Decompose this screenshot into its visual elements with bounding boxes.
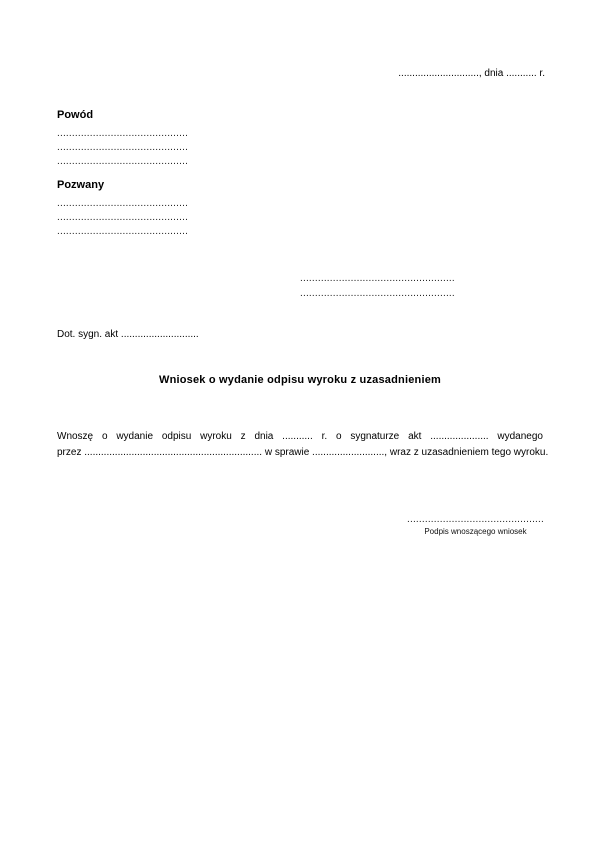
document-title: Wniosek o wydanie odpisu wyroku z uzasadnieniem xyxy=(158,374,441,386)
plaintiff-fill-line: ............................................ xyxy=(57,156,189,167)
signature-line: .............................................. xyxy=(406,514,544,525)
defendant-block xyxy=(57,179,188,239)
plaintiff-fill-line: ............................................ xyxy=(57,128,189,139)
defendant-label: Pozwany xyxy=(57,179,105,191)
body-line-2: przez ................................................................ w sprawie .........................., wraz z uzasadnieniem tego wyroku. xyxy=(57,447,549,458)
body-paragraph xyxy=(57,429,549,461)
court-fill-line: .................................................... xyxy=(300,288,455,299)
signature-caption: Podpis wnoszącego wniosek xyxy=(424,527,527,536)
case-reference: Dot. sygn. akt ............................ xyxy=(57,329,199,340)
body-line-1: Wnoszę o wydanie odpisu wyroku z dnia ........... r. o sygnaturze akt ..................... wydanego xyxy=(57,431,543,442)
defendant-fill-line: ............................................ xyxy=(57,226,189,237)
plaintiff-fill-line: ............................................ xyxy=(57,142,189,153)
plaintiff-block xyxy=(57,109,188,169)
plaintiff-label: Powód xyxy=(57,109,94,121)
defendant-fill-line: ............................................ xyxy=(57,212,189,223)
date-line: ............................., dnia ........... r. xyxy=(398,68,545,79)
signature-block xyxy=(407,514,544,536)
court-fill-line: .................................................... xyxy=(300,273,455,284)
court-block xyxy=(300,271,455,301)
defendant-fill-line: ............................................ xyxy=(57,198,189,209)
